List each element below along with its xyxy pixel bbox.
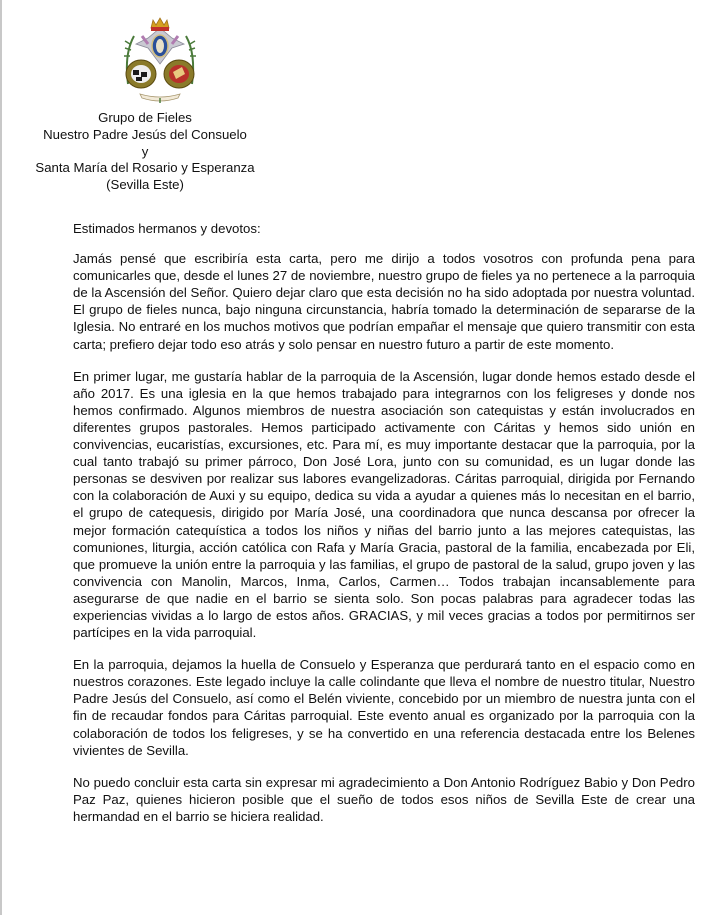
header-line-4: Santa María del Rosario y Esperanza xyxy=(35,160,255,176)
letter-body xyxy=(73,220,695,840)
paragraph-2: En primer lugar, me gustaría hablar de la parroquia de la Ascensión, lugar donde hemos estado desde el año 2017. Es una iglesia en la que hemos trabajado para integrarnos con los feligreses y donde nos hemos confirmado. Algunos miembros de nuestra asociación son catequistas y están involucrados en diferentes grupos pastorales. Hemos participado activamente con Cáritas y hemos sido unión en convivencias, eucaristías, excursiones, etc. Para mí, es muy importante destacar que la parroquia, por la cual tanto trabajó su primer párroco, Don José Lora, junto con su comunidad, es un lugar donde las personas se desviven por realizar sus labores evangelizadoras. Cáritas parroquial, dirigida por Fernando con la colaboración de Auxi y su equipo, dedica su vida a ayudar a quienes más lo necesitan en el barrio, el grupo de catequesis, dirigido por María José, una coordinadora que nunca descansa por ofrecer la mejor formación catequística a todos los niños y niñas del barrio junto a las mejores catequistas, las comuniones, liturgia, acción católica con Rafa y María Gracia, pastoral de la familia, encabezada por Eli, que promueve la unión entre la parroquia y las familias, el grupo de pastoral de la salud, grupo joven y las convivencia con Manolin, Marcos, Inma, Carlos, Carmen… Todos trabajan incansablemente para asegurarse de que nadie en el barrio se sienta solo. Son pocas palabras para agradecer todas las experiencias vividas a lo largo de estos años. GRACIAS, y mil veces gracias a todos por permitirnos ser partícipes en la vida parroquial. xyxy=(73,368,695,641)
paragraph-4: No puedo concluir esta carta sin expresar mi agradecimiento a Don Antonio Rodríguez Babio y Don Pedro Paz Paz, quienes hicieron posible que el sueño de todos esos niños de Sevilla Este de crear una hermandad en el barrio se hiciera realidad. xyxy=(73,774,695,824)
paragraph-1: Jamás pensé que escribiría esta carta, pero me dirijo a todos vosotros con profunda pena para comunicarles que, desde el lunes 27 de noviembre, nuestro grupo de fieles ya no pertenece a la parroquia de la Ascensión del Señor. Quiero dejar claro que esta decisión no ha sido adoptada por nuestra voluntad. El grupo de fieles nunca, bajo ninguna circunstancia, habría tomado la determinación de separarse de la Iglesia. No entraré en los muchos motivos que podrían empañar el mensaje que quiero transmitir con esta carta; prefiero dejar todo eso atrás y solo pensar en nuestro futuro a partir de este momento. xyxy=(73,251,695,352)
header-line-3: y xyxy=(141,143,149,159)
header-line-2: Nuestro Padre Jesús del Consuelo xyxy=(43,126,247,142)
coat-of-arms-icon xyxy=(118,14,202,104)
organization-header xyxy=(0,110,290,194)
paragraph-3: En la parroquia, dejamos la huella de Consuelo y Esperanza que perdurará tanto en el espacio como en nuestros corazones. Este legado incluye la calle colindante que lleva el nombre de nuestro titular, Nuestro Padre Jesús del Consuelo, así como el Belén viviente, concebido por un miembro de nuestra junta con el fin de recaudar fondos para Cáritas parroquial. Este evento anual es organizado por la parroquia con la colaboración de todos los feligreses, y se ha convertido en una referencia destacada entre los Belenes vivientes de Sevilla. xyxy=(73,657,695,758)
greeting: Estimados hermanos y devotos: xyxy=(73,221,261,236)
header-line-5: (Sevilla Este) xyxy=(106,177,184,193)
header-line-1: Grupo de Fieles xyxy=(98,110,192,125)
